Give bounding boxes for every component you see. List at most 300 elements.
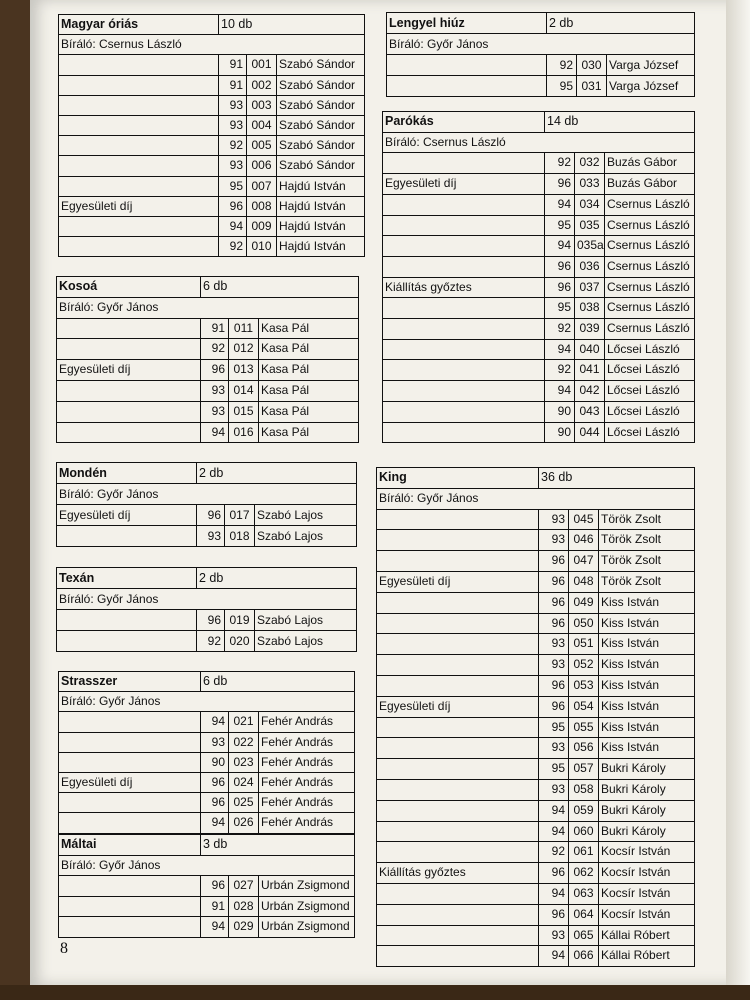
owner-cell: Bukri Károly [599, 800, 695, 821]
award-note: Kiállítás győztes [377, 863, 539, 884]
owner-cell: Bukri Károly [599, 779, 695, 800]
award-note: Egyesületi díj [377, 696, 539, 717]
breed-header-row [387, 13, 695, 34]
table-row [383, 194, 695, 215]
score-cell: 95 [539, 759, 569, 780]
animal-id-cell: 053 [569, 675, 599, 696]
score-cell: 96 [539, 904, 569, 925]
table-row [377, 655, 695, 676]
table-row [387, 76, 695, 97]
table-row [383, 339, 695, 360]
owner-cell: Török Zsolt [599, 551, 695, 572]
table-row [377, 551, 695, 572]
breed-table-maltai [58, 834, 355, 938]
table-row [57, 422, 359, 443]
score-cell: 94 [539, 800, 569, 821]
award-note [59, 917, 201, 938]
award-note [383, 339, 545, 360]
breed-table-magyar-orias [58, 14, 365, 257]
owner-cell: Kocsír István [599, 883, 695, 904]
table-row [383, 319, 695, 340]
owner-cell: Hajdú István [277, 217, 365, 237]
judge-name: Bíráló: Csernus László [59, 35, 365, 55]
table-row [383, 174, 695, 195]
animal-id-cell: 059 [569, 800, 599, 821]
owner-cell: Kasa Pál [259, 401, 359, 422]
owner-cell: Török Zsolt [599, 509, 695, 530]
entry-count: 3 db [201, 835, 355, 856]
table-row [59, 896, 355, 917]
award-note [59, 75, 219, 95]
score-cell: 90 [545, 401, 575, 422]
owner-cell: Kasa Pál [259, 318, 359, 339]
score-cell: 90 [201, 752, 229, 772]
judge-row [387, 34, 695, 55]
score-cell: 95 [545, 298, 575, 319]
award-note [57, 610, 197, 631]
score-cell: 96 [201, 360, 229, 381]
breed-name: Strasszer [59, 672, 201, 692]
table-row [57, 401, 359, 422]
table-row [59, 217, 365, 237]
animal-id-cell: 045 [569, 509, 599, 530]
animal-id-cell: 016 [229, 422, 259, 443]
breed-table-lengyel-hiuz [386, 12, 695, 97]
owner-cell: Hajdú István [277, 176, 365, 196]
award-note [59, 136, 219, 156]
animal-id-cell: 066 [569, 946, 599, 967]
award-note [383, 401, 545, 422]
animal-id-cell: 003 [247, 95, 277, 115]
judge-row [383, 132, 695, 153]
owner-cell: Szabó Sándor [277, 55, 365, 75]
animal-id-cell: 011 [229, 318, 259, 339]
table-row [377, 883, 695, 904]
owner-cell: Szabó Sándor [277, 116, 365, 136]
score-cell: 93 [539, 738, 569, 759]
award-note [59, 813, 201, 833]
judge-row [57, 589, 357, 610]
award-note [377, 675, 539, 696]
score-cell: 93 [219, 156, 247, 176]
table-row [383, 381, 695, 402]
table-row [59, 196, 365, 216]
breed-name: Lengyel hiúz [387, 13, 547, 34]
score-cell: 96 [201, 773, 229, 793]
animal-id-cell: 031 [577, 76, 607, 97]
breed-name: Máltai [59, 835, 201, 856]
owner-cell: Kiss István [599, 592, 695, 613]
animal-id-cell: 041 [575, 360, 605, 381]
award-note [377, 551, 539, 572]
award-note [59, 732, 201, 752]
animal-id-cell: 065 [569, 925, 599, 946]
judge-name: Bíráló: Csernus László [383, 132, 695, 153]
owner-cell: Lőcsei László [605, 422, 695, 443]
award-note: Kiállítás győztes [383, 277, 545, 298]
score-cell: 93 [219, 116, 247, 136]
award-note [59, 896, 201, 917]
award-note [377, 904, 539, 925]
owner-cell: Csernus László [605, 194, 695, 215]
animal-id-cell: 055 [569, 717, 599, 738]
judge-row [377, 488, 695, 509]
animal-id-cell: 029 [229, 917, 259, 938]
award-note [59, 793, 201, 813]
breed-table-strasszer [58, 671, 355, 834]
table-row [377, 592, 695, 613]
score-cell: 94 [201, 422, 229, 443]
table-row [57, 339, 359, 360]
judge-name: Bíráló: Győr János [387, 34, 695, 55]
score-cell: 94 [219, 217, 247, 237]
score-cell: 92 [545, 360, 575, 381]
entry-count: 6 db [201, 277, 359, 298]
table-row [377, 842, 695, 863]
judge-name: Bíráló: Győr János [377, 488, 695, 509]
award-note [377, 634, 539, 655]
owner-cell: Kocsír István [599, 863, 695, 884]
score-cell: 95 [539, 717, 569, 738]
award-note [59, 712, 201, 732]
score-cell: 94 [201, 712, 229, 732]
judge-row [57, 484, 357, 505]
table-row [59, 156, 365, 176]
owner-cell: Csernus László [605, 256, 695, 277]
animal-id-cell: 022 [229, 732, 259, 752]
score-cell: 93 [539, 530, 569, 551]
animal-id-cell: 014 [229, 380, 259, 401]
score-cell: 93 [201, 732, 229, 752]
table-row [383, 215, 695, 236]
owner-cell: Szabó Lajos [255, 610, 357, 631]
animal-id-cell: 010 [247, 237, 277, 257]
animal-id-cell: 042 [575, 381, 605, 402]
award-note: Egyesületi díj [377, 571, 539, 592]
score-cell: 93 [201, 401, 229, 422]
animal-id-cell: 058 [569, 779, 599, 800]
animal-id-cell: 057 [569, 759, 599, 780]
score-cell: 92 [201, 339, 229, 360]
table-row [383, 236, 695, 257]
animal-id-cell: 049 [569, 592, 599, 613]
entry-count: 36 db [539, 468, 695, 489]
animal-id-cell: 026 [229, 813, 259, 833]
table-surface [0, 985, 750, 1000]
animal-id-cell: 023 [229, 752, 259, 772]
table-row [59, 176, 365, 196]
owner-cell: Fehér András [259, 712, 355, 732]
animal-id-cell: 009 [247, 217, 277, 237]
score-cell: 92 [197, 631, 225, 652]
judge-name: Bíráló: Győr János [59, 692, 355, 712]
owner-cell: Csernus László [605, 236, 695, 257]
table-row [59, 752, 355, 772]
award-note [383, 215, 545, 236]
award-note [377, 821, 539, 842]
score-cell: 92 [547, 55, 577, 76]
score-cell: 95 [547, 76, 577, 97]
award-note [383, 298, 545, 319]
breed-table-monden [56, 462, 357, 547]
award-note [387, 76, 547, 97]
owner-cell: Lőcsei László [605, 360, 695, 381]
table-row [57, 631, 357, 652]
breed-table-king [376, 467, 695, 967]
table-row [383, 277, 695, 298]
animal-id-cell: 018 [225, 526, 255, 547]
score-cell: 94 [545, 194, 575, 215]
score-cell: 95 [545, 215, 575, 236]
score-cell: 92 [545, 319, 575, 340]
animal-id-cell: 051 [569, 634, 599, 655]
breed-header-row [383, 112, 695, 133]
judge-name: Bíráló: Győr János [57, 297, 359, 318]
table-row [59, 732, 355, 752]
score-cell: 96 [219, 196, 247, 216]
award-note [383, 236, 545, 257]
animal-id-cell: 036 [575, 256, 605, 277]
animal-id-cell: 027 [229, 876, 259, 897]
award-note [59, 876, 201, 897]
owner-cell: Szabó Lajos [255, 631, 357, 652]
animal-id-cell: 013 [229, 360, 259, 381]
score-cell: 91 [201, 318, 229, 339]
award-note: Egyesületi díj [59, 773, 201, 793]
animal-id-cell: 032 [575, 153, 605, 174]
animal-id-cell: 040 [575, 339, 605, 360]
score-cell: 92 [219, 136, 247, 156]
award-note [57, 526, 197, 547]
table-row [387, 55, 695, 76]
score-cell: 94 [539, 883, 569, 904]
breed-header-row [57, 277, 359, 298]
owner-cell: Urbán Zsigmond [259, 896, 355, 917]
table-row [59, 712, 355, 732]
animal-id-cell: 060 [569, 821, 599, 842]
entry-count: 2 db [197, 463, 357, 484]
animal-id-cell: 001 [247, 55, 277, 75]
score-cell: 96 [197, 505, 225, 526]
table-row [57, 526, 357, 547]
award-note [383, 319, 545, 340]
page-number: 8 [60, 940, 68, 957]
owner-cell: Kasa Pál [259, 422, 359, 443]
score-cell: 96 [197, 610, 225, 631]
owner-cell: Török Zsolt [599, 530, 695, 551]
award-note [377, 800, 539, 821]
score-cell: 92 [219, 237, 247, 257]
score-cell: 91 [219, 55, 247, 75]
table-row [377, 800, 695, 821]
breed-name: Mondén [57, 463, 197, 484]
table-row [59, 95, 365, 115]
breed-header-row [377, 468, 695, 489]
table-row [377, 738, 695, 759]
table-row [59, 876, 355, 897]
award-note [383, 194, 545, 215]
award-note [383, 381, 545, 402]
owner-cell: Csernus László [605, 215, 695, 236]
award-note [377, 738, 539, 759]
owner-cell: Szabó Lajos [255, 526, 357, 547]
animal-id-cell: 030 [577, 55, 607, 76]
owner-cell: Kiss István [599, 696, 695, 717]
award-note [57, 380, 201, 401]
table-row [57, 360, 359, 381]
breed-name: Texán [57, 568, 197, 589]
score-cell: 94 [539, 946, 569, 967]
score-cell: 96 [539, 696, 569, 717]
table-row [57, 505, 357, 526]
award-note [377, 592, 539, 613]
owner-cell: Fehér András [259, 793, 355, 813]
entry-count: 14 db [545, 112, 695, 133]
owner-cell: Bukri Károly [599, 821, 695, 842]
animal-id-cell: 020 [225, 631, 255, 652]
animal-id-cell: 017 [225, 505, 255, 526]
table-row [377, 821, 695, 842]
score-cell: 96 [545, 256, 575, 277]
entry-count: 2 db [547, 13, 695, 34]
table-row [377, 946, 695, 967]
score-cell: 92 [539, 842, 569, 863]
award-note: Egyesületi díj [383, 174, 545, 195]
award-note [57, 339, 201, 360]
table-row [377, 675, 695, 696]
award-note [377, 779, 539, 800]
owner-cell: Török Zsolt [599, 571, 695, 592]
score-cell: 96 [545, 174, 575, 195]
animal-id-cell: 024 [229, 773, 259, 793]
award-note [377, 717, 539, 738]
score-cell: 96 [545, 277, 575, 298]
owner-cell: Kocsír István [599, 904, 695, 925]
table-row [383, 256, 695, 277]
breed-name: Magyar óriás [59, 15, 219, 35]
judge-row [59, 692, 355, 712]
table-row [377, 759, 695, 780]
animal-id-cell: 062 [569, 863, 599, 884]
owner-cell: Szabó Sándor [277, 156, 365, 176]
owner-cell: Urbán Zsigmond [259, 917, 355, 938]
owner-cell: Kocsír István [599, 842, 695, 863]
table-row [377, 925, 695, 946]
owner-cell: Varga József [607, 55, 695, 76]
breed-table-texan [56, 567, 357, 652]
score-cell: 94 [539, 821, 569, 842]
animal-id-cell: 063 [569, 883, 599, 904]
award-note [377, 883, 539, 904]
table-row [377, 613, 695, 634]
award-note [57, 318, 201, 339]
animal-id-cell: 044 [575, 422, 605, 443]
score-cell: 93 [539, 509, 569, 530]
animal-id-cell: 012 [229, 339, 259, 360]
owner-cell: Fehér András [259, 752, 355, 772]
score-cell: 96 [539, 863, 569, 884]
award-note [377, 530, 539, 551]
owner-cell: Kiss István [599, 717, 695, 738]
animal-id-cell: 035 [575, 215, 605, 236]
score-cell: 93 [201, 380, 229, 401]
table-row [377, 904, 695, 925]
owner-cell: Lőcsei László [605, 401, 695, 422]
animal-id-cell: 033 [575, 174, 605, 195]
table-row [59, 55, 365, 75]
animal-id-cell: 037 [575, 277, 605, 298]
award-note: Egyesületi díj [57, 505, 197, 526]
award-note [383, 422, 545, 443]
judge-name: Bíráló: Győr János [59, 855, 355, 876]
award-note [377, 925, 539, 946]
award-note [377, 655, 539, 676]
owner-cell: Buzás Gábor [605, 174, 695, 195]
owner-cell: Lőcsei László [605, 381, 695, 402]
owner-cell: Lőcsei László [605, 339, 695, 360]
animal-id-cell: 005 [247, 136, 277, 156]
table-row [377, 717, 695, 738]
entry-count: 10 db [219, 15, 365, 35]
owner-cell: Szabó Lajos [255, 505, 357, 526]
table-row [383, 298, 695, 319]
owner-cell: Kiss István [599, 613, 695, 634]
animal-id-cell: 048 [569, 571, 599, 592]
animal-id-cell: 035a [575, 236, 605, 257]
score-cell: 96 [539, 571, 569, 592]
owner-cell: Szabó Sándor [277, 75, 365, 95]
award-note: Egyesületi díj [59, 196, 219, 216]
award-note [57, 422, 201, 443]
animal-id-cell: 019 [225, 610, 255, 631]
animal-id-cell: 002 [247, 75, 277, 95]
breed-header-row [57, 568, 357, 589]
score-cell: 96 [201, 793, 229, 813]
score-cell: 96 [201, 876, 229, 897]
breed-header-row [57, 463, 357, 484]
score-cell: 93 [539, 925, 569, 946]
page-edge [726, 0, 750, 1000]
award-note [59, 55, 219, 75]
owner-cell: Bukri Károly [599, 759, 695, 780]
award-note [59, 752, 201, 772]
score-cell: 94 [201, 813, 229, 833]
judge-name: Bíráló: Győr János [57, 484, 357, 505]
owner-cell: Hajdú István [277, 196, 365, 216]
owner-cell: Szabó Sándor [277, 95, 365, 115]
score-cell: 92 [545, 153, 575, 174]
score-cell: 96 [539, 592, 569, 613]
score-cell: 93 [539, 634, 569, 655]
score-cell: 91 [201, 896, 229, 917]
award-note [383, 256, 545, 277]
owner-cell: Kiss István [599, 738, 695, 759]
animal-id-cell: 050 [569, 613, 599, 634]
score-cell: 94 [545, 236, 575, 257]
breed-name: Kosoá [57, 277, 201, 298]
owner-cell: Hajdú István [277, 237, 365, 257]
table-row [383, 153, 695, 174]
animal-id-cell: 008 [247, 196, 277, 216]
breed-table-parokas [382, 111, 695, 443]
breed-table-kosoa [56, 276, 359, 443]
animal-id-cell: 043 [575, 401, 605, 422]
award-note [59, 217, 219, 237]
animal-id-cell: 015 [229, 401, 259, 422]
table-row [383, 401, 695, 422]
owner-cell: Csernus László [605, 298, 695, 319]
table-row [383, 360, 695, 381]
